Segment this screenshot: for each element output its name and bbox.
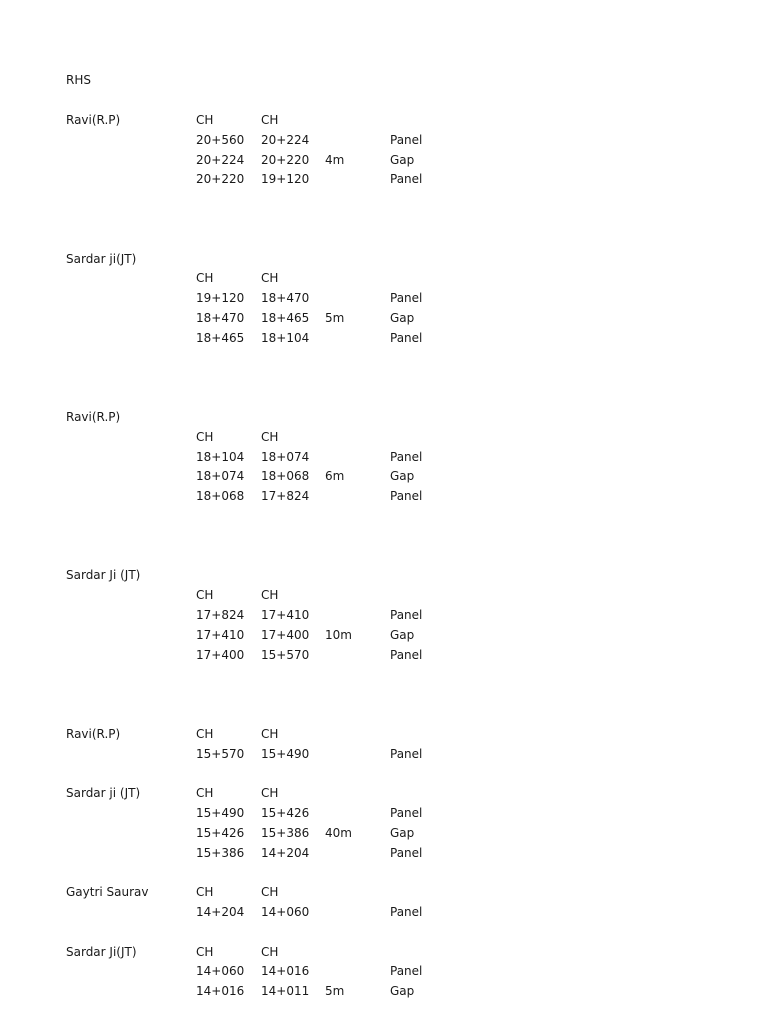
chainage-row — [0, 825, 768, 841]
chainage-to: 18+470 — [261, 291, 310, 305]
segment-type: Gap — [390, 628, 415, 642]
segment-type: Panel — [390, 905, 423, 919]
section-name-row — [0, 567, 768, 583]
header-from: CH — [196, 885, 214, 899]
chainage-to: 17+824 — [261, 489, 310, 503]
chainage-to: 18+068 — [261, 469, 310, 483]
chainage-to: 20+224 — [261, 133, 310, 147]
header-from: CH — [196, 271, 214, 285]
chainage-row — [0, 132, 768, 148]
chainage-row — [0, 983, 768, 999]
chainage-to: 14+016 — [261, 964, 310, 978]
chainage-row — [0, 152, 768, 168]
segment-type: Panel — [390, 489, 423, 503]
section-header-row — [0, 944, 768, 960]
segment-type: Gap — [390, 984, 415, 998]
header-from: CH — [196, 945, 214, 959]
section-name: Ravi(R.P) — [66, 113, 121, 127]
chainage-to: 20+220 — [261, 153, 310, 167]
chainage-to: 15+426 — [261, 806, 310, 820]
header-from: CH — [196, 430, 214, 444]
segment-type: Panel — [390, 806, 423, 820]
chainage-to: 17+400 — [261, 628, 310, 642]
chainage-row — [0, 468, 768, 484]
chainage-from: 20+560 — [196, 133, 245, 147]
chainage-to: 18+465 — [261, 311, 310, 325]
chainage-to: 14+011 — [261, 984, 310, 998]
segment-type: Gap — [390, 153, 415, 167]
document-title: RHS — [66, 73, 91, 87]
section-name: Ravi(R.P) — [66, 727, 121, 741]
chainage-from: 17+410 — [196, 628, 245, 642]
section-name: Sardar ji (JT) — [66, 786, 141, 800]
header-from: CH — [196, 786, 214, 800]
gap-length: 4m — [325, 153, 345, 167]
segment-type: Panel — [390, 608, 423, 622]
chainage-from: 18+068 — [196, 489, 245, 503]
gap-length: 5m — [325, 984, 345, 998]
segment-type: Panel — [390, 450, 423, 464]
chainage-from: 18+074 — [196, 469, 245, 483]
header-row — [0, 587, 768, 603]
section-header-row — [0, 884, 768, 900]
header-to: CH — [261, 885, 279, 899]
section-name-row — [0, 251, 768, 267]
section-name: Sardar Ji (JT) — [66, 568, 141, 582]
segment-type: Panel — [390, 846, 423, 860]
gap-length: 5m — [325, 311, 345, 325]
chainage-row — [0, 805, 768, 821]
segment-type: Gap — [390, 826, 415, 840]
header-to: CH — [261, 786, 279, 800]
chainage-from: 15+490 — [196, 806, 245, 820]
chainage-to: 14+060 — [261, 905, 310, 919]
chainage-to: 19+120 — [261, 172, 310, 186]
section-header-row — [0, 112, 768, 128]
chainage-row — [0, 290, 768, 306]
segment-type: Panel — [390, 133, 423, 147]
header-to: CH — [261, 430, 279, 444]
chainage-from: 17+824 — [196, 608, 245, 622]
gap-length: 40m — [325, 826, 352, 840]
chainage-to: 14+204 — [261, 846, 310, 860]
header-row — [0, 429, 768, 445]
chainage-row — [0, 330, 768, 346]
chainage-from: 14+016 — [196, 984, 245, 998]
chainage-row — [0, 607, 768, 623]
section-name: Gaytri Saurav — [66, 885, 149, 899]
chainage-to: 15+386 — [261, 826, 310, 840]
section-name: Ravi(R.P) — [66, 410, 121, 424]
chainage-to: 15+570 — [261, 648, 310, 662]
chainage-from: 17+400 — [196, 648, 245, 662]
segment-type: Panel — [390, 291, 423, 305]
chainage-row — [0, 627, 768, 643]
section-name-row — [0, 409, 768, 425]
chainage-row — [0, 963, 768, 979]
chainage-row — [0, 449, 768, 465]
chainage-row — [0, 746, 768, 762]
chainage-from: 19+120 — [196, 291, 245, 305]
section-name: Sardar ji(JT) — [66, 252, 137, 266]
header-from: CH — [196, 588, 214, 602]
chainage-from: 18+465 — [196, 331, 245, 345]
chainage-from: 15+426 — [196, 826, 245, 840]
chainage-to: 17+410 — [261, 608, 310, 622]
chainage-from: 18+104 — [196, 450, 245, 464]
segment-type: Panel — [390, 747, 423, 761]
chainage-row — [0, 310, 768, 326]
segment-type: Panel — [390, 648, 423, 662]
chainage-to: 18+074 — [261, 450, 310, 464]
header-to: CH — [261, 113, 279, 127]
segment-type: Gap — [390, 311, 415, 325]
chainage-row — [0, 845, 768, 861]
section-name: Sardar Ji(JT) — [66, 945, 137, 959]
segment-type: Panel — [390, 172, 423, 186]
header-from: CH — [196, 727, 214, 741]
header-to: CH — [261, 271, 279, 285]
chainage-from: 15+386 — [196, 846, 245, 860]
chainage-row — [0, 488, 768, 504]
section-header-row — [0, 726, 768, 742]
chainage-row — [0, 904, 768, 920]
chainage-to: 18+104 — [261, 331, 310, 345]
chainage-from: 14+204 — [196, 905, 245, 919]
chainage-from: 18+470 — [196, 311, 245, 325]
chainage-from: 20+220 — [196, 172, 245, 186]
gap-length: 6m — [325, 469, 345, 483]
chainage-to: 15+490 — [261, 747, 310, 761]
chainage-from: 14+060 — [196, 964, 245, 978]
chainage-from: 15+570 — [196, 747, 245, 761]
header-row — [0, 270, 768, 286]
chainage-from: 20+224 — [196, 153, 245, 167]
segment-type: Panel — [390, 964, 423, 978]
header-to: CH — [261, 945, 279, 959]
section-header-row — [0, 785, 768, 801]
header-from: CH — [196, 113, 214, 127]
segment-type: Panel — [390, 331, 423, 345]
chainage-row — [0, 171, 768, 187]
header-to: CH — [261, 727, 279, 741]
chainage-row — [0, 647, 768, 663]
gap-length: 10m — [325, 628, 352, 642]
header-to: CH — [261, 588, 279, 602]
segment-type: Gap — [390, 469, 415, 483]
